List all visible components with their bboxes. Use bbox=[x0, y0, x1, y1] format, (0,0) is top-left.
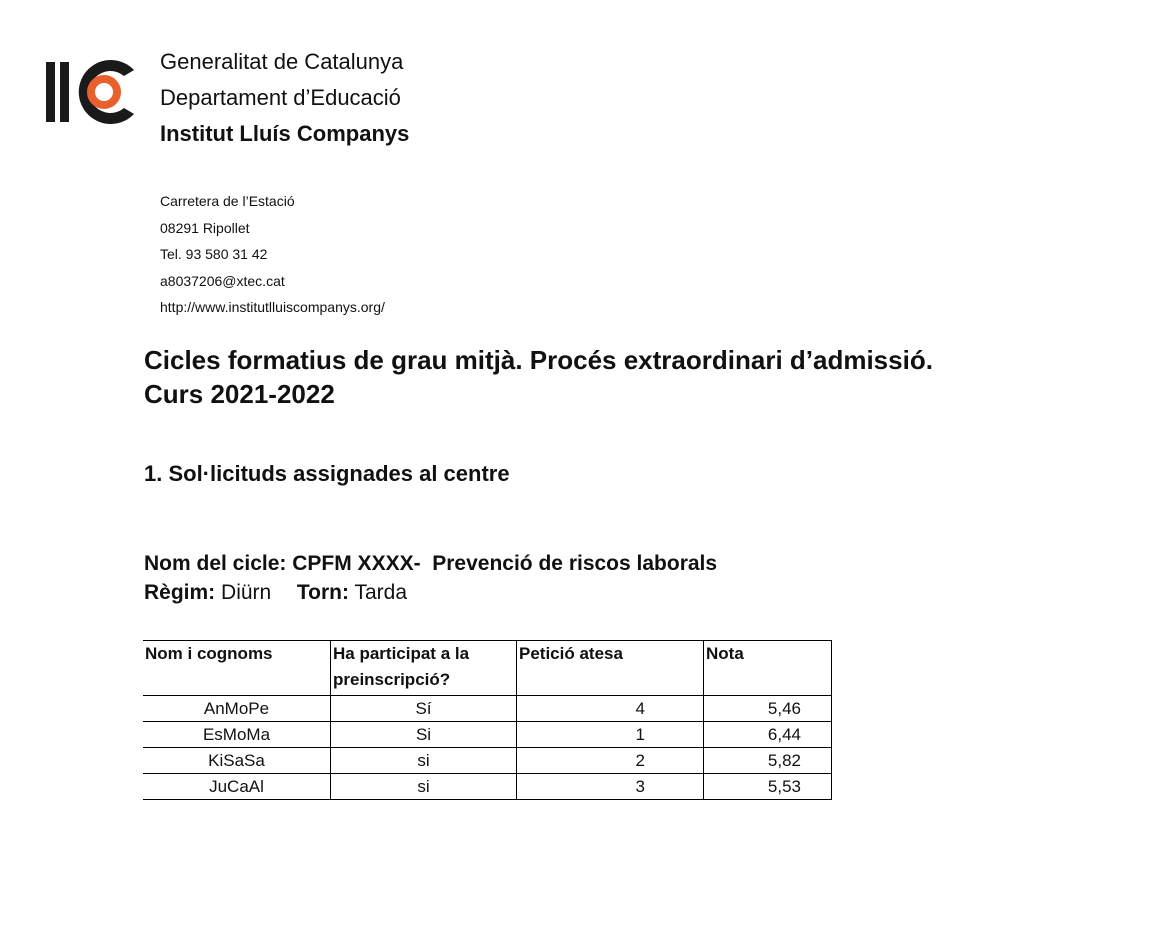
shift-value: Tarda bbox=[354, 581, 407, 604]
cell-name: EsMoMa bbox=[143, 722, 331, 748]
cell-grade: 6,44 bbox=[704, 722, 832, 748]
department-name: Departament d’Educació bbox=[160, 85, 401, 110]
cycle-name-line bbox=[144, 549, 717, 578]
cell-grade: 5,53 bbox=[704, 774, 832, 800]
government-name: Generalitat de Catalunya bbox=[160, 49, 404, 74]
header-participated: Ha participat a la preinscripció? bbox=[331, 641, 517, 696]
email-address: a8037206@xtec.cat bbox=[160, 272, 285, 289]
header-grade: Nota bbox=[704, 641, 832, 696]
regime-line bbox=[144, 578, 717, 607]
cell-participated: Si bbox=[331, 722, 517, 748]
street-address: Carretera de l’Estació bbox=[160, 193, 295, 209]
table-row bbox=[143, 774, 832, 800]
address-block bbox=[160, 188, 385, 321]
postal-city: 08291 Ripollet bbox=[160, 219, 250, 236]
cell-request: 4 bbox=[517, 696, 704, 722]
header-name: Nom i cognoms bbox=[143, 641, 331, 696]
cell-request: 2 bbox=[517, 748, 704, 774]
cell-name: AnMoPe bbox=[143, 696, 331, 722]
cycle-info bbox=[144, 549, 717, 607]
website-url: http://www.institutlluiscompanys.org/ bbox=[160, 299, 385, 315]
regime-value: Diürn bbox=[221, 581, 272, 604]
cell-grade: 5,82 bbox=[704, 748, 832, 774]
regime-label: Règim: bbox=[144, 581, 216, 604]
cell-participated: si bbox=[331, 774, 517, 800]
table-header-row bbox=[143, 641, 832, 696]
cell-name: KiSaSa bbox=[143, 748, 331, 774]
cycle-name-label: Nom del cicle: bbox=[144, 552, 287, 575]
page-title-line1: Cicles formatius de grau mitjà. Procés extraordinari d’admissió. bbox=[144, 345, 933, 375]
organization-header bbox=[160, 44, 409, 152]
cell-grade: 5,46 bbox=[704, 696, 832, 722]
iic-logo-icon bbox=[46, 56, 140, 132]
shift-label: Torn: bbox=[296, 581, 349, 604]
institute-name: Institut Lluís Companys bbox=[160, 121, 410, 146]
section-heading: 1. Sol·licituds assignades al centre bbox=[144, 461, 510, 486]
phone-number: Tel. 93 580 31 42 bbox=[160, 246, 268, 262]
cycle-name-value: CPFM XXXX- Prevenció de riscos laborals bbox=[292, 552, 718, 575]
cell-request: 1 bbox=[517, 722, 704, 748]
header-request: Petició atesa bbox=[517, 641, 704, 696]
cell-name: JuCaAl bbox=[143, 774, 331, 800]
page-title-line2: Curs 2021-2022 bbox=[144, 379, 335, 409]
table-row bbox=[143, 696, 832, 722]
cell-request: 3 bbox=[517, 774, 704, 800]
table-row bbox=[143, 722, 832, 748]
cell-participated: si bbox=[331, 748, 517, 774]
cell-participated: Sí bbox=[331, 696, 517, 722]
institute-logo bbox=[46, 56, 140, 132]
page-title bbox=[144, 343, 933, 411]
admissions-table bbox=[143, 640, 832, 800]
table-row bbox=[143, 748, 832, 774]
